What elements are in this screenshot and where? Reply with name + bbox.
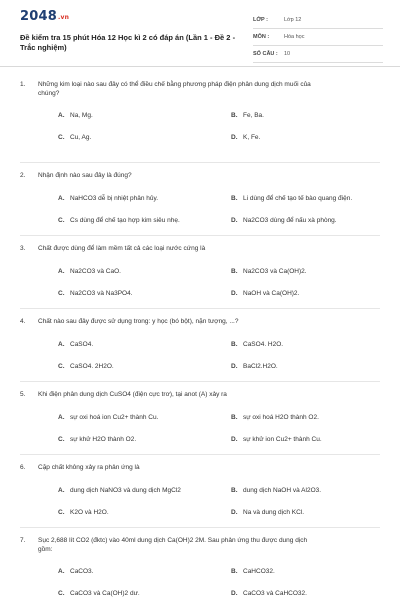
answer-options xyxy=(20,194,380,238)
answer-option-a[interactable]: A. Na, Mg. xyxy=(58,112,93,119)
answer-option-d[interactable]: D. K, Fe. xyxy=(231,134,261,141)
question-text xyxy=(20,236,380,253)
answer-option-d[interactable]: D. CaCO3 và CaHCO32. xyxy=(231,590,307,597)
answer-option-d[interactable]: D. BaCl2.H2O. xyxy=(231,363,278,370)
answer-option-c[interactable]: C. CaSO4. 2H2O. xyxy=(58,363,114,370)
question-item xyxy=(0,236,400,309)
answer-option-a[interactable]: A. Na2CO3 và CaO. xyxy=(58,268,121,275)
question-number: 3. xyxy=(20,245,26,252)
question-number: 7. xyxy=(20,537,26,544)
question-line: Nhận định nào sau đây là đúng? xyxy=(38,172,132,179)
meta-key: MÔN : xyxy=(253,34,270,40)
meta-value: Hóa học xyxy=(284,34,305,40)
answer-option-a[interactable]: A. NaHCO3 dễ bị nhiệt phân hủy. xyxy=(58,195,159,202)
question-list xyxy=(0,67,400,600)
answer-options xyxy=(20,413,380,457)
answer-option-d[interactable]: D. Na2CO3 dùng để nấu xà phòng. xyxy=(231,217,337,224)
question-number: 1. xyxy=(20,81,26,88)
answer-option-a[interactable]: A. CaCO3. xyxy=(58,568,94,575)
question-text xyxy=(20,528,380,545)
answer-option-b[interactable]: B. Fe, Ba. xyxy=(231,112,264,119)
answer-option-a[interactable]: A. CaSO4. xyxy=(58,341,94,348)
question-text xyxy=(20,163,380,180)
question-item xyxy=(0,80,400,163)
meta-value: Lớp 12 xyxy=(284,17,302,23)
question-item xyxy=(0,528,400,600)
question-line: Cặp chất không xảy ra phản ứng là xyxy=(38,464,140,471)
question-line: Chất được dùng để làm mềm tất cả các loại nước cứng là xyxy=(38,245,206,252)
answer-option-d[interactable]: D. Na và dung dịch KCl. xyxy=(231,509,305,516)
answer-option-d[interactable]: D. NaOH và Ca(OH)2. xyxy=(231,290,300,297)
question-text xyxy=(20,80,380,89)
meta-row-class xyxy=(253,12,383,29)
question-item xyxy=(0,455,400,528)
meta-key: LỚP : xyxy=(253,17,268,23)
answer-option-c[interactable]: C. K2O và H2O. xyxy=(58,509,109,516)
question-text xyxy=(20,455,380,472)
question-text-cont xyxy=(20,89,380,98)
page-header xyxy=(0,0,400,67)
question-item xyxy=(0,382,400,455)
answer-options xyxy=(20,567,380,600)
answer-option-d[interactable]: D. sự khử ion Cu2+ thành Cu. xyxy=(231,436,322,443)
answer-option-c[interactable]: C. Na2CO3 và Na3PO4. xyxy=(58,290,133,297)
question-number: 6. xyxy=(20,464,26,471)
question-line: gồm: xyxy=(38,546,53,553)
question-text xyxy=(20,309,380,326)
logo-brand: 2048 xyxy=(20,9,57,24)
answer-option-c[interactable]: C. sự khử H2O thành O2. xyxy=(58,436,137,443)
question-line: Sục 2,688 lít CO2 (đktc) vào 40ml dung dịch Ca(OH)2 2M. Sau phản ứng thu được dung dịch xyxy=(38,537,308,544)
exam-meta xyxy=(253,12,383,63)
answer-options xyxy=(20,111,380,155)
question-line: chúng? xyxy=(38,90,60,97)
answer-option-c[interactable]: C. Cs dùng để chế tạo hợp kim siêu nhẹ. xyxy=(58,217,180,224)
question-line: Chất nào sau đây được sử dụng trong: y học (bó bột), nặn tượng, ...? xyxy=(38,318,239,325)
question-text-cont xyxy=(20,545,380,554)
question-item xyxy=(0,163,400,236)
answer-option-b[interactable]: B. sự oxi hoá H2O thành O2. xyxy=(231,414,319,421)
answer-option-b[interactable]: B. CaSO4. H2O. xyxy=(231,341,284,348)
answer-option-b[interactable]: B. dung dịch NaOH và Al2O3. xyxy=(231,487,322,494)
answer-option-b[interactable]: B. CaHCO32. xyxy=(231,568,275,575)
logo-suffix: .vn xyxy=(57,14,70,21)
question-line: Khi điện phân dung dịch CuSO4 (điện cực trơ), tại anot (A) xảy ra xyxy=(38,391,227,398)
meta-row-subject xyxy=(253,29,383,46)
page-title: Đề kiểm tra 15 phút Hóa 12 Học kì 2 có đáp án (Lần 1 - Đề 2 - Trắc nghiệm) xyxy=(20,33,236,52)
answer-option-a[interactable]: A. sự oxi hoá ion Cu2+ thành Cu. xyxy=(58,414,159,421)
meta-row-count xyxy=(253,46,383,63)
question-text xyxy=(20,382,380,399)
meta-key: SỐ CÂU : xyxy=(253,51,278,57)
answer-option-b[interactable]: B. Na2CO3 và Ca(OH)2. xyxy=(231,268,307,275)
answer-option-a[interactable]: A. dung dịch NaNO3 và dung dịch MgCl2 xyxy=(58,487,181,494)
answer-option-c[interactable]: C. CaCO3 và Ca(OH)2 dư. xyxy=(58,590,140,597)
question-line: Những kim loại nào sau đây có thể điều chế bằng phương pháp điện phân dung dịch muối của xyxy=(38,81,311,88)
answer-options xyxy=(20,267,380,311)
question-number: 5. xyxy=(20,391,26,398)
question-item xyxy=(0,309,400,382)
answer-option-b[interactable]: B. Li dùng để chế tạo tế bào quang điện. xyxy=(231,195,353,202)
answer-options xyxy=(20,340,380,384)
answer-options xyxy=(20,486,380,530)
site-logo[interactable] xyxy=(20,9,69,24)
question-number: 2. xyxy=(20,172,26,179)
answer-option-c[interactable]: C. Cu, Ag. xyxy=(58,134,92,141)
question-number: 4. xyxy=(20,318,26,325)
meta-value: 10 xyxy=(284,51,291,57)
